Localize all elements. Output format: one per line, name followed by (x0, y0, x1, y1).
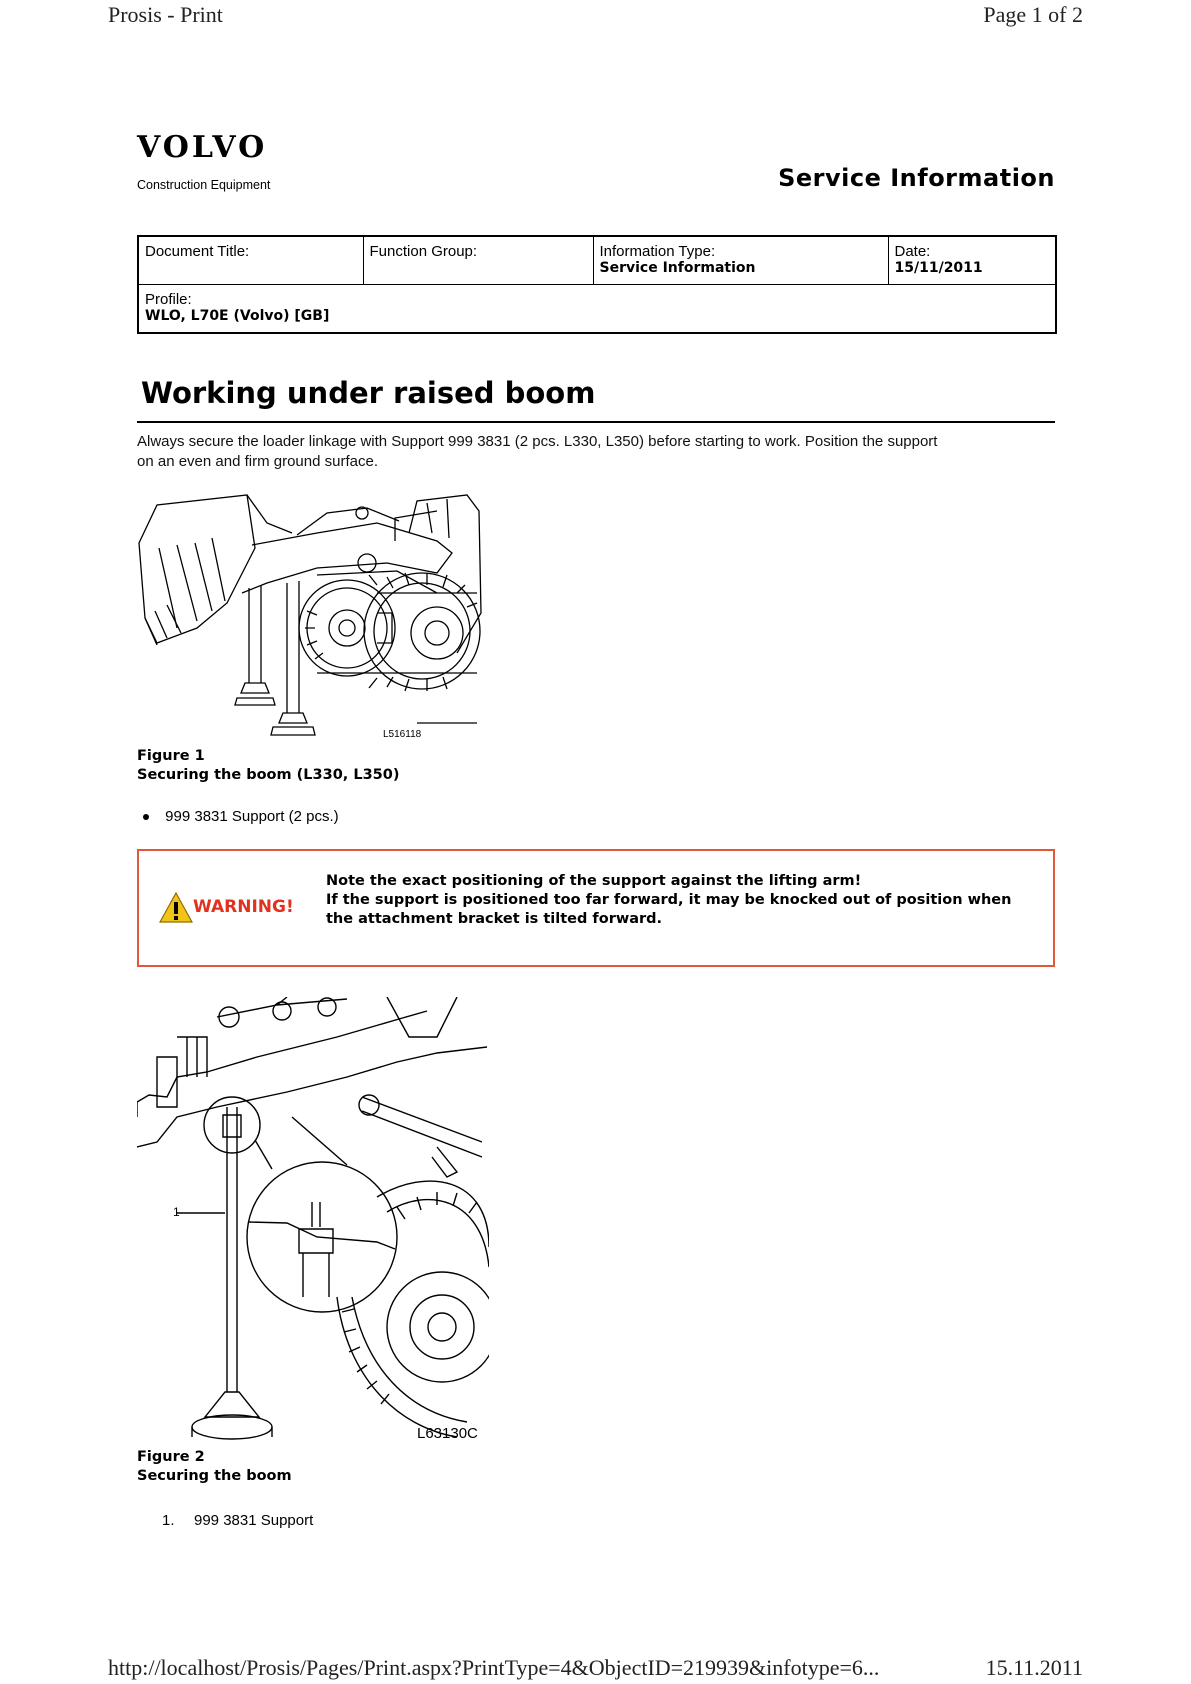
figure-1-title: Securing the boom (L330, L350) (137, 767, 400, 783)
figure-1-bullet-item (143, 808, 339, 825)
intro-line-1: Always secure the loader linkage with Support 999 3831 (2 pcs. L330, L350) before starting to work. Position the support (137, 433, 938, 450)
figure-2-caption (137, 1448, 292, 1486)
warning-triangle-icon (159, 891, 193, 925)
bullet-text: 999 3831 Support (2 pcs.) (165, 808, 339, 825)
list-item-text: 999 3831 Support (194, 1512, 314, 1529)
figure-2-number: Figure 2 (137, 1449, 205, 1465)
print-footer-url: http://localhost/Prosis/Pages/Print.aspx?PrintType=4&ObjectID=219939&infotype=6... (108, 1655, 880, 1680)
print-header-title: Prosis - Print (108, 2, 223, 27)
date-label: Date: (894, 243, 931, 260)
loader-support-drawing (137, 493, 482, 745)
figure-1-illustration (137, 493, 482, 745)
profile-value: WLO, L70E (Volvo) [GB] (145, 308, 330, 324)
warning-label: WARNING (193, 897, 286, 918)
information-type-cell (593, 236, 888, 285)
information-type-value: Service Information (599, 260, 756, 276)
intro-line-2: on an even and firm ground surface. (137, 453, 378, 470)
service-information-heading: Service Information (778, 164, 1055, 192)
page-title: Working under raised boom (141, 376, 596, 410)
warning-line-1: Note the exact positioning of the support against the lifting arm! (326, 873, 862, 889)
print-footer-date: 15.11.2011 (985, 1655, 1083, 1680)
division-name: Construction Equipment (137, 178, 271, 192)
intro-paragraph (137, 432, 1067, 472)
bullet-dot (143, 814, 149, 820)
warning-label-suffix: ! (285, 897, 294, 918)
figure-2-illustration (137, 997, 489, 1447)
warning-line-3: the attachment bracket is tilted forward. (326, 911, 663, 927)
profile-cell (138, 285, 1056, 334)
figure-2-code: L63130C (417, 1425, 478, 1442)
date-value: 15/11/2011 (894, 260, 983, 276)
profile-label: Profile: (145, 291, 192, 308)
figure-2-list-item (162, 1512, 313, 1529)
warning-message (326, 872, 1011, 929)
document-meta-table (137, 235, 1057, 334)
figure-2-callout-label: 1 (173, 1205, 180, 1219)
figure-1-code: L516118 (383, 729, 422, 740)
title-divider (137, 421, 1055, 423)
figure-1-number: Figure 1 (137, 748, 205, 764)
warning-line-2: If the support is positioned too far forward, it may be knocked out of position when (326, 892, 1012, 908)
list-number: 1. (162, 1512, 175, 1529)
function-group-cell (363, 236, 593, 285)
document-title-label: Document Title: (145, 243, 250, 260)
support-detail-drawing (137, 997, 489, 1447)
date-cell (888, 236, 1056, 285)
document-title-cell (138, 236, 363, 285)
information-type-label: Information Type: (599, 243, 716, 260)
volvo-logo (137, 130, 267, 165)
warning-box (137, 849, 1055, 967)
figure-1-caption (137, 747, 400, 785)
function-group-label: Function Group: (369, 243, 478, 260)
print-header-page: Page 1 of 2 (983, 2, 1083, 27)
figure-2-title: Securing the boom (137, 1468, 292, 1484)
warning-label-group (159, 891, 294, 925)
volvo-wordmark: VOLVO (137, 130, 268, 165)
